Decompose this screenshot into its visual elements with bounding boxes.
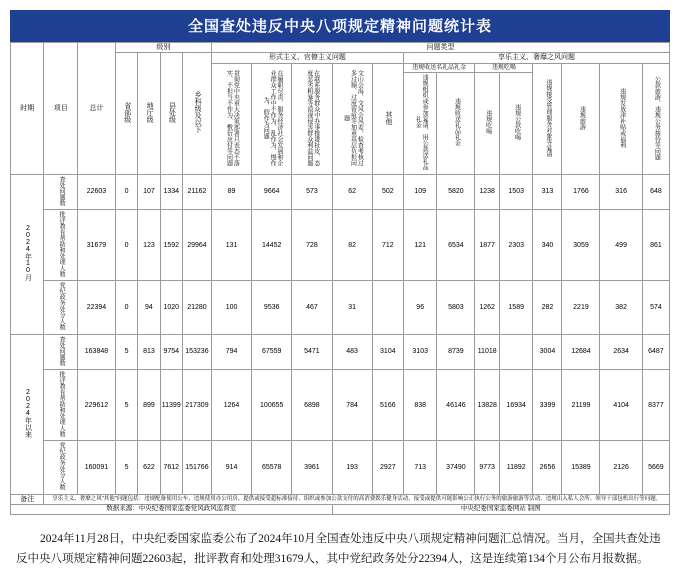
cell: 96	[403, 281, 436, 334]
cell: 5803	[437, 281, 475, 334]
note-label: 备注	[11, 494, 44, 504]
cell: 6898	[292, 370, 332, 441]
header-hedonism-subgroup-dining: 违规吃喝	[475, 63, 533, 72]
cell: 1766	[562, 174, 600, 209]
cell-total: 31679	[77, 210, 115, 281]
body-paragraph: 2024年11月28日，中央纪委国家监委公布了2024年10月全国查处违反中央八项规定精神问题汇总情况。当月，全国共查处违反中央八项规定精神问题22603起，批评教育和处理31679人，其中党纪政务处分22394人，这是连续第134个月公布月报数据。	[16, 532, 661, 566]
cell: 153236	[182, 334, 211, 369]
cell: 861	[642, 210, 669, 281]
cell: 713	[403, 441, 436, 494]
cell: 217309	[182, 370, 211, 441]
source-right: 中央纪委国家监委网站 制图	[332, 505, 670, 515]
cell: 121	[403, 210, 436, 281]
header-formalism-group: 形式主义、官僚主义问题	[211, 53, 403, 63]
cell: 2927	[372, 441, 403, 494]
row-item-label: 查处问题数	[44, 174, 77, 209]
cell: 0	[115, 174, 137, 209]
cell: 2634	[600, 334, 642, 369]
cell: 1262	[475, 281, 500, 334]
cell: 11018	[475, 334, 500, 369]
cell	[499, 334, 532, 369]
header-level-township: 乡科级及以下	[182, 53, 211, 174]
table-row	[11, 334, 670, 369]
header-hedonism-col-allowance: 违规发放津补贴或福利	[600, 63, 642, 174]
cell: 313	[533, 174, 562, 209]
cell: 3004	[533, 334, 562, 369]
header-hedonism-col-dining: 违规吃喝	[475, 73, 500, 175]
cell-total: 160091	[77, 441, 115, 494]
header-hedonism-group: 享乐主义、奢靡之风问题	[403, 53, 669, 63]
table-row	[11, 281, 670, 334]
cell-total: 229612	[77, 370, 115, 441]
cell: 0	[115, 281, 137, 334]
header-formalism-col-3: 在联系服务群众中办事推诿扯皮、态度恶劣粗暴等漠视侵害群众利益问题	[292, 63, 332, 174]
cell: 1264	[211, 370, 251, 441]
header-formalism-col-other: 其他	[372, 63, 403, 174]
table-row	[11, 210, 670, 281]
cell: 107	[138, 174, 160, 209]
cell-total: 163848	[77, 334, 115, 369]
cell: 89	[211, 174, 251, 209]
row-item-label: 批评教育帮助和处理人数	[44, 210, 77, 281]
cell-total: 22394	[77, 281, 115, 334]
cell	[372, 281, 403, 334]
cell: 109	[403, 174, 436, 209]
cell: 1334	[160, 174, 182, 209]
cell: 65578	[252, 441, 292, 494]
cell: 12684	[562, 334, 600, 369]
cell: 8739	[437, 334, 475, 369]
cell: 37490	[437, 441, 475, 494]
cell: 14452	[252, 210, 292, 281]
cell: 3961	[292, 441, 332, 494]
table-row	[11, 370, 670, 441]
cell: 21280	[182, 281, 211, 334]
note-text: 享乐主义、奢靡之风"其他"问题包括：违规配备使用公车、违规使用办公用房、提供或接受超标准接待、组织或参加公款支付的高消费娱乐健身活动、接受或提供可能影响公正执行公务的旅游旅游等活动、违规出入私人会所、领导干部包机出行等问题。	[44, 494, 670, 504]
cell: 728	[292, 210, 332, 281]
cell: 21199	[562, 370, 600, 441]
cell: 316	[600, 174, 642, 209]
cell: 21162	[182, 174, 211, 209]
header-level-bureau: 地厅级	[138, 53, 160, 174]
cell: 2656	[533, 441, 562, 494]
row-period-2: 2024年以来	[11, 334, 44, 494]
cell: 16934	[499, 370, 532, 441]
cell: 131	[211, 210, 251, 281]
cell: 6487	[642, 334, 669, 369]
cell: 622	[138, 441, 160, 494]
cell: 7612	[160, 441, 182, 494]
cell: 838	[403, 370, 436, 441]
source-row	[11, 505, 670, 515]
cell: 3104	[372, 334, 403, 369]
table-row	[11, 441, 670, 494]
cell: 282	[533, 281, 562, 334]
cell: 784	[332, 370, 372, 441]
table-row	[11, 174, 670, 209]
header-time: 时期	[11, 43, 44, 175]
cell: 5471	[292, 334, 332, 369]
cell: 13828	[475, 370, 500, 441]
cell: 100655	[252, 370, 292, 441]
cell: 382	[600, 281, 642, 334]
cell: 9536	[252, 281, 292, 334]
cell: 193	[332, 441, 372, 494]
cell: 1020	[160, 281, 182, 334]
cell: 0	[115, 210, 137, 281]
header-hedonism-col-public-dining: 违规公款吃喝	[499, 73, 532, 175]
header-item: 项目	[44, 43, 77, 175]
cell: 574	[642, 281, 669, 334]
cell: 1592	[160, 210, 182, 281]
cell: 483	[332, 334, 372, 369]
page-title: 全国查处违反中央八项规定精神问题统计表	[10, 10, 670, 42]
cell: 3059	[562, 210, 600, 281]
cell: 340	[533, 210, 562, 281]
cell: 46146	[437, 370, 475, 441]
cell: 11892	[499, 441, 532, 494]
cell: 1589	[499, 281, 532, 334]
cell: 5	[115, 334, 137, 369]
note-row	[11, 494, 670, 504]
row-item-label: 查处问题数	[44, 334, 77, 369]
cell-total: 22603	[77, 174, 115, 209]
cell: 573	[292, 174, 332, 209]
cell: 3399	[533, 370, 562, 441]
cell: 499	[600, 210, 642, 281]
header-hedonism-col-banquet: 违规接受管理服务对象等宴请	[533, 63, 562, 174]
header-hedonism-col-gifts-receive: 违规收送礼品礼金	[437, 73, 475, 175]
header-hedonism-col-public-travel: 公款旅游、违规公务接待等问题	[642, 63, 669, 174]
cell: 2219	[562, 281, 600, 334]
cell: 6534	[437, 210, 475, 281]
cell: 94	[138, 281, 160, 334]
header-level-county: 县处级	[160, 53, 182, 174]
cell: 100	[211, 281, 251, 334]
header-level-group: 级别	[115, 43, 211, 53]
cell: 813	[138, 334, 160, 369]
cell: 15389	[562, 441, 600, 494]
cell: 151766	[182, 441, 211, 494]
row-item-label: 党纪政务处分人数	[44, 441, 77, 494]
cell: 914	[211, 441, 251, 494]
row-period-1: 2024年10月	[11, 174, 44, 334]
cell: 1238	[475, 174, 500, 209]
cell: 11399	[160, 370, 182, 441]
row-item-label: 党纪政务处分人数	[44, 281, 77, 334]
cell: 31	[332, 281, 372, 334]
cell: 82	[332, 210, 372, 281]
cell: 467	[292, 281, 332, 334]
cell: 5	[115, 441, 137, 494]
cell: 9773	[475, 441, 500, 494]
cell: 648	[642, 174, 669, 209]
cell: 2303	[499, 210, 532, 281]
cell: 794	[211, 334, 251, 369]
header-formalism-col-4: 文山会海、文风会风差，检查考核过多过频、过度留痕等加重基层负担问题	[332, 63, 372, 174]
cell: 2126	[600, 441, 642, 494]
cell: 3103	[403, 334, 436, 369]
cell: 5820	[437, 174, 475, 209]
cell: 9754	[160, 334, 182, 369]
header-hedonism-col-gifts-send: 违规组织或参加宴请、用公款送礼品礼金	[403, 73, 436, 175]
header-formalism-col-2: 在履职尽责、服务经济社会发展和企业群众工作中不作为、乱作为、慢作为、假作为问题	[252, 63, 292, 174]
header-level-province: 省部级	[115, 53, 137, 174]
cell: 29964	[182, 210, 211, 281]
cell: 1503	[499, 174, 532, 209]
cell: 5	[115, 370, 137, 441]
header-problem-type-group: 问题类型	[211, 43, 669, 53]
cell: 712	[372, 210, 403, 281]
cell: 62	[332, 174, 372, 209]
cell: 502	[372, 174, 403, 209]
header-hedonism-col-travel: 违规旅游	[562, 63, 600, 174]
cell: 67559	[252, 334, 292, 369]
cell: 8377	[642, 370, 669, 441]
cell: 899	[138, 370, 160, 441]
cell: 123	[138, 210, 160, 281]
header-total: 总计	[77, 43, 115, 175]
header-hedonism-subgroup-gifts: 违规收送名礼品礼金	[403, 63, 474, 72]
cell: 1877	[475, 210, 500, 281]
statistics-table	[10, 42, 670, 515]
row-item-label: 批评教育帮助和处理人数	[44, 370, 77, 441]
cell: 4104	[600, 370, 642, 441]
cell: 5166	[372, 370, 403, 441]
header-formalism-col-1: 贯彻党中央重大决策部署只表态不落实、不担当不作为、敷衍应付等问题	[211, 63, 251, 174]
cell: 9664	[252, 174, 292, 209]
source-left: 数据来源：中央纪委国家监委党风政风监督室	[11, 505, 333, 515]
cell: 5669	[642, 441, 669, 494]
